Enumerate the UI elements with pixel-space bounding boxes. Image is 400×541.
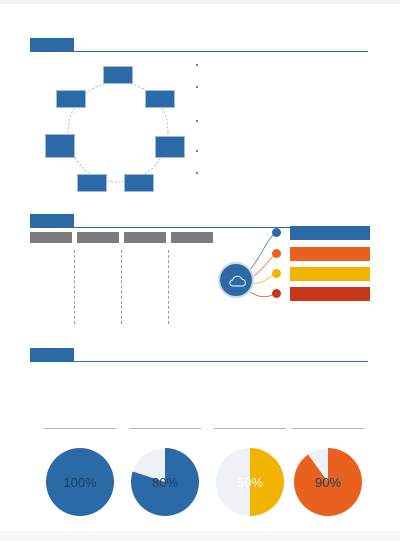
service-card-3	[214, 372, 286, 443]
plan-column-3	[124, 232, 166, 257]
bullet-item	[196, 168, 368, 182]
products-section	[30, 38, 368, 52]
bullet-item	[196, 82, 368, 108]
option-dot-red	[272, 289, 281, 298]
option-bar-1	[290, 226, 370, 240]
option-dot-orange	[272, 249, 281, 258]
option-bar-4	[290, 287, 370, 301]
product-bullet-list	[196, 60, 368, 190]
service-label	[129, 435, 201, 443]
plan-column-2	[77, 232, 119, 257]
donut-percent-label: 100%	[63, 475, 97, 490]
plan-name	[124, 232, 166, 243]
plan-divider	[74, 250, 75, 324]
option-bar-3	[290, 267, 370, 281]
services-section-title	[30, 348, 74, 361]
bullet-item	[196, 116, 368, 138]
pricing-table	[30, 232, 212, 328]
cycle-node-3	[155, 136, 185, 158]
product-cycle-diagram	[48, 64, 188, 200]
services-section	[30, 348, 368, 362]
option-dot-yellow	[272, 269, 281, 278]
option-bar-2	[290, 247, 370, 261]
service-description	[292, 372, 364, 422]
service-donut-3	[214, 446, 286, 518]
page-bottom-edge	[0, 531, 400, 541]
cycle-node-5	[77, 174, 107, 192]
service-description	[214, 372, 286, 422]
products-section-title	[30, 38, 74, 51]
service-divider	[214, 428, 286, 429]
cycle-node-1	[103, 66, 133, 84]
cycle-ring	[48, 64, 188, 200]
cloud-icon	[228, 274, 248, 288]
plan-column-4	[171, 232, 213, 257]
donut-percent-label: 80%	[151, 475, 179, 490]
service-card-1	[44, 372, 116, 443]
pricing-section-title	[30, 214, 74, 227]
bullet-item	[196, 146, 368, 160]
service-divider	[292, 428, 364, 429]
cycle-node-6	[45, 134, 75, 158]
service-label	[292, 435, 364, 443]
service-description	[44, 372, 116, 422]
service-card-2	[129, 372, 201, 443]
plan-options-diagram	[212, 224, 372, 334]
bullet-item	[196, 60, 368, 74]
service-label	[44, 435, 116, 443]
option-dot-blue	[272, 228, 281, 237]
page-top-edge	[0, 0, 400, 4]
donut-percent-label: 90%	[314, 475, 342, 490]
service-label	[214, 435, 286, 443]
service-divider	[44, 428, 116, 429]
plan-name	[77, 232, 119, 243]
service-card-4	[292, 372, 364, 443]
service-donut-1	[44, 446, 116, 518]
plan-column-1	[30, 232, 72, 257]
service-divider	[129, 428, 201, 429]
services-section-header	[30, 348, 368, 362]
cycle-node-7	[56, 90, 86, 108]
cycle-node-4	[124, 174, 154, 192]
plan-name	[30, 232, 72, 243]
plan-name	[171, 232, 213, 243]
cycle-node-2	[145, 90, 175, 108]
products-section-header	[30, 38, 368, 52]
plan-divider	[121, 250, 122, 324]
service-description	[129, 372, 201, 422]
service-donut-4	[292, 446, 364, 518]
service-donut-2	[129, 446, 201, 518]
cloud-hub	[218, 262, 254, 298]
services-row	[30, 372, 368, 522]
donut-percent-label: 50%	[236, 475, 264, 490]
plan-divider	[168, 250, 169, 324]
